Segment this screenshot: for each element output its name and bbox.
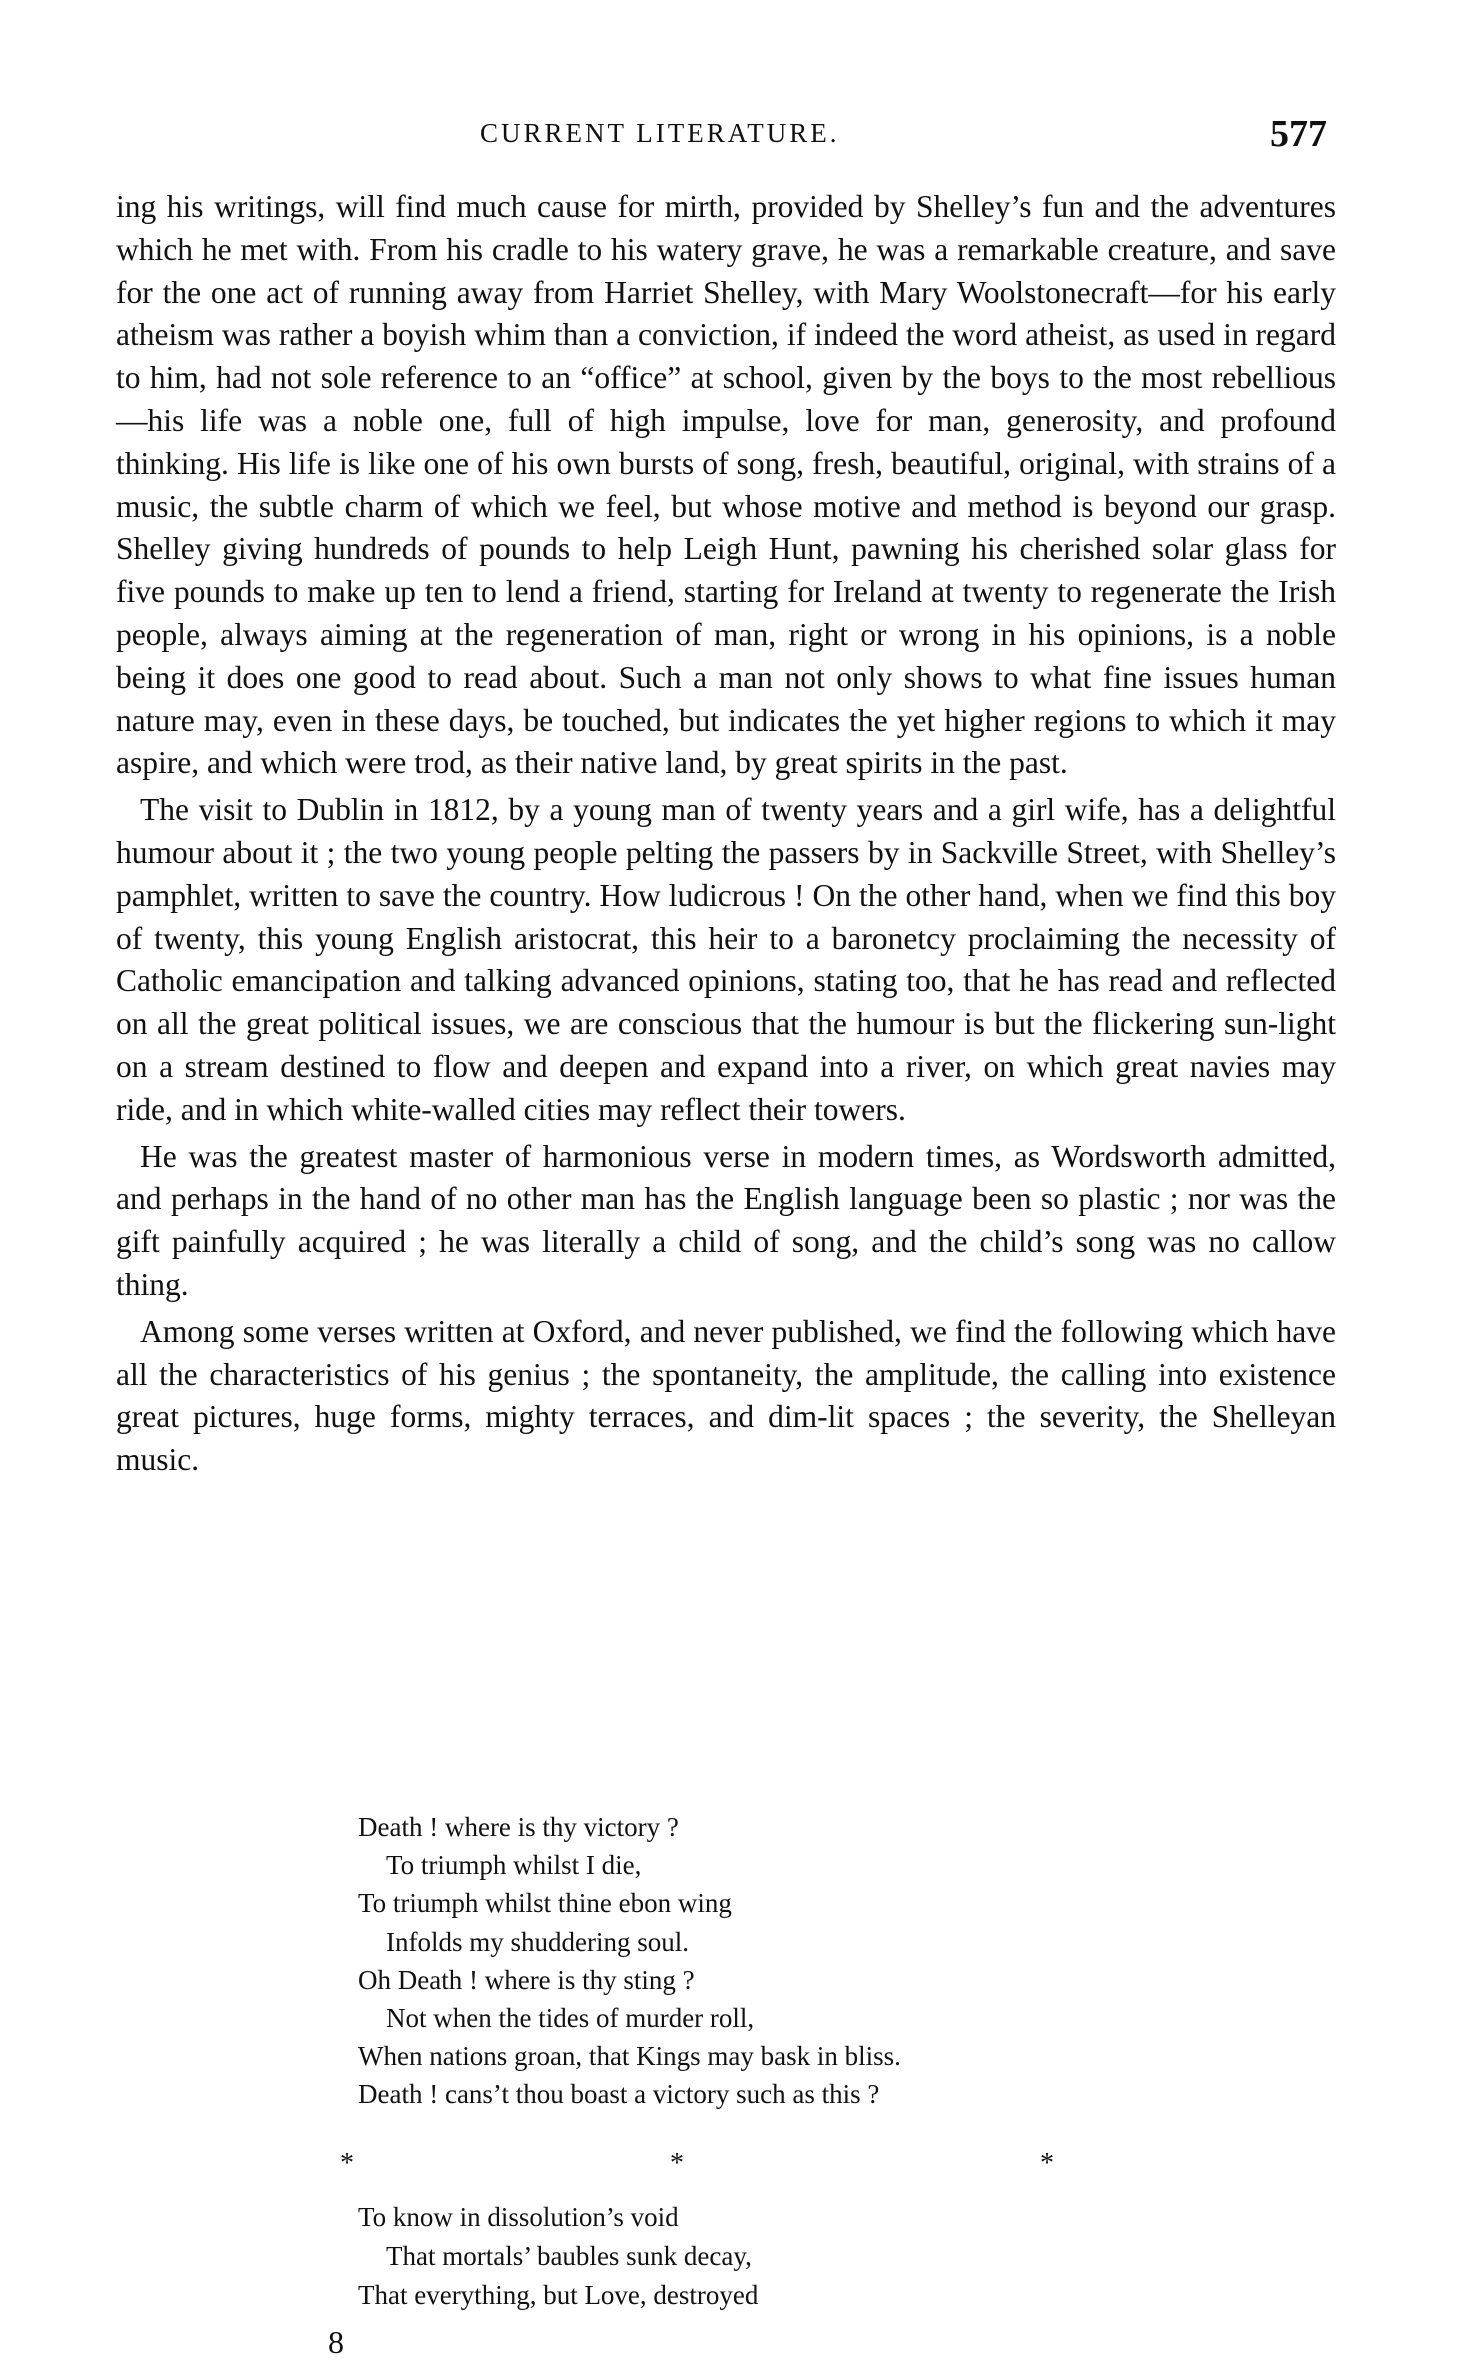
verse-line: To triumph whilst thine ebon wing <box>358 1888 732 1919</box>
paragraph-continued: ing his writings, will find much cause for mirth, provided by Shelley’s fun and the adventures which he met with. From his cradle to his watery grave, he was a remarkable creature, and save for the one act of running away from Harriet Shelley, with Mary Woolstonecraft—for his early atheism was rather a boyish whim than a conviction, if indeed the word atheist, as used in regard to him, had not sole reference to an “office” at school, given by the boys to the most rebellious—his life was a noble one, full of high impulse, love for man, generosity, and profound thinking. His life is like one of his own bursts of song, fresh, beautiful, original, with strains of a music, the subtle charm of which we feel, but whose motive and method is beyond our grasp. Shelley giving hundreds of pounds to help Leigh Hunt, pawning his cherished solar glass for five pounds to make up ten to lend a friend, starting for Ireland at twenty to regenerate the Irish people, always aiming at the regeneration of man, right or wrong in his opinions, is a noble being it does one good to read about. Such a man not only shows to what fine issues human nature may, even in these days, be touched, but indicates the yet higher regions to which it may aspire, and which were trod, as their native land, by great spirits in the past. <box>116 189 1336 781</box>
verse-line: Death ! where is thy victory ? <box>358 1812 679 1842</box>
verse-line: Infolds my shuddering soul. <box>386 1926 689 1957</box>
paragraph-master-of-verse: He was the greatest master of harmonious verse in modern times, as Wordsworth admitted, and perhaps in the hand of no other man has the English language been so plastic ; nor was the gift painfully acquired ; he was literally a child of song, and the child’s song was no callow thing. <box>116 1138 1336 1302</box>
running-head: CURRENT LITERATURE. <box>480 118 840 148</box>
asterisk: * <box>340 2148 354 2179</box>
verse-line: Not when the tides of murder roll, <box>386 2003 755 2034</box>
signature-mark: 8 <box>328 2324 344 2360</box>
verse-line: Death ! cans’t thou boast a victory such as this ? <box>358 2079 880 2110</box>
asterisk: * <box>1040 2148 1054 2179</box>
verse-line: To triumph whilst I die, <box>386 1850 642 1881</box>
page-number: 577 <box>1270 113 1327 155</box>
verse-stanza-2 <box>358 2198 1158 2315</box>
verse-line: When nations groan, that Kings may bask in bliss. <box>358 2041 901 2072</box>
verse-line: Oh Death ! where is thy sting ? <box>358 1964 695 1995</box>
paragraph-oxford-verses: Among some verses written at Oxford, and never published, we find the following which have all the characteristics of his genius ; the spontaneity, the amplitude, the calling into existence great pictures, huge forms, mighty terraces, and dim-lit spaces ; the severity, the Shelleyan music. <box>116 1313 1336 1478</box>
verse-line: That everything, but Love, destroyed <box>358 2280 759 2310</box>
verse-stanza-1 <box>358 1808 1158 2114</box>
verse-line: That mortals’ baubles sunk decay, <box>386 2241 752 2271</box>
body-text <box>116 186 1336 1486</box>
paragraph-dublin-visit: The visit to Dublin in 1812, by a young man of twenty years and a girl wife, has a delightful humour about it ; the two young people pelting the passers by in Sackville Street, with Shelley’s pamphlet, written to save the country. How ludicrous ! On the other hand, when we find this boy of twenty, this young English aristocrat, this heir to a baronetcy proclaiming the necessity of Catholic emancipation and talking advanced opinions, stating too, that he has read and reflected on all the great political issues, we are conscious that the humour is but the flickering sun-light on a stream destined to flow and deepen and expand into a river, on which great navies may ride, and in which white-walled cities may reflect their towers. <box>116 792 1336 1127</box>
asterisk: * <box>670 2148 684 2179</box>
verse-line: To know in dissolution’s void <box>358 2202 679 2232</box>
